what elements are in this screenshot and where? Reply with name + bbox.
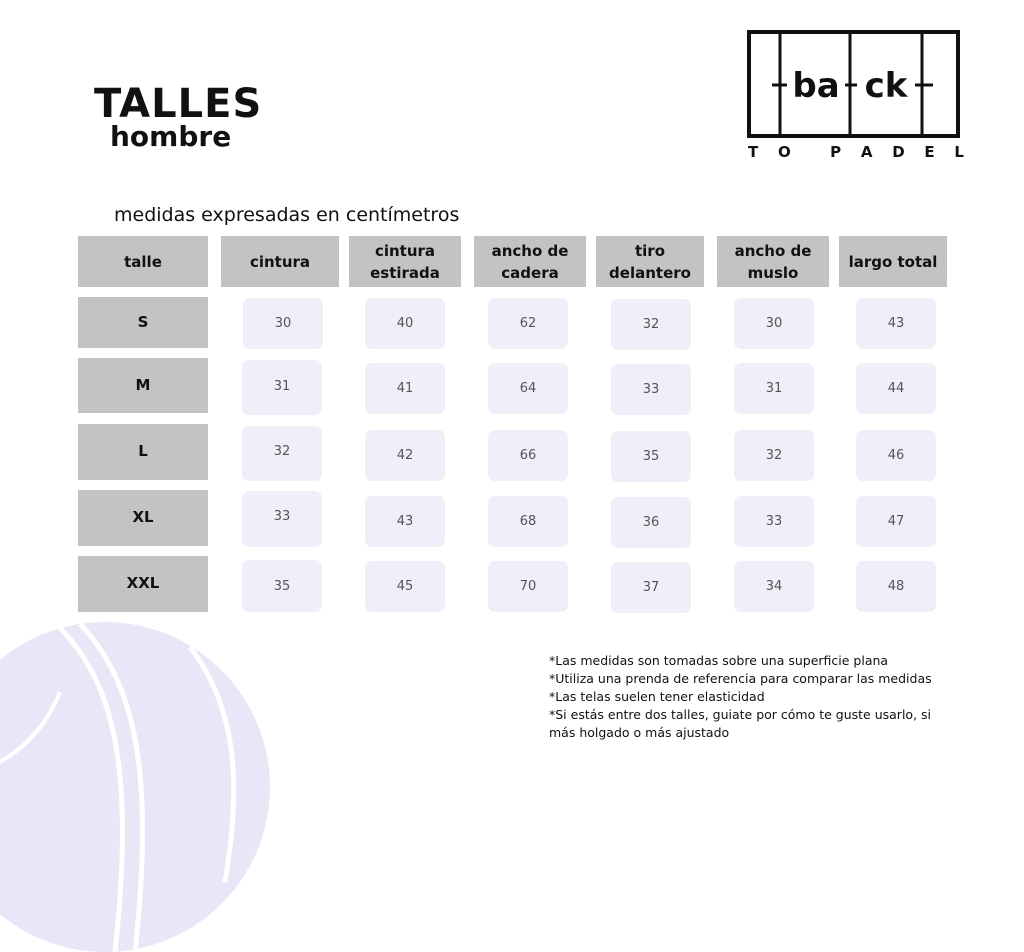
cell-l-cintura-estirada: 42 <box>365 430 445 481</box>
notes-list <box>549 652 949 742</box>
cell-xxl-largo-total: 48 <box>856 561 936 612</box>
logo-tag-letter: T <box>748 143 759 161</box>
logo-tag-letter: E <box>924 143 935 161</box>
note-item: *Si estás entre dos talles, guiate por cómo te guste usarlo, si más holgado o más ajustado <box>549 707 932 740</box>
cell-m-cintura: 31 <box>242 360 322 415</box>
cell-xl-largo-total: 47 <box>856 496 936 547</box>
header-ancho-muslo: ancho de muslo <box>717 236 829 287</box>
header-cintura-estirada: cintura estirada <box>349 236 461 287</box>
cell-xxl-ancho-muslo: 34 <box>734 561 814 612</box>
cell-m-ancho-cadera: 64 <box>488 363 568 414</box>
cell-xxl-ancho-cadera: 70 <box>488 561 568 612</box>
padel-ball-icon <box>0 622 270 952</box>
page-title: TALLES <box>94 81 263 127</box>
header-largo-total: largo total <box>839 236 947 287</box>
cell-m-tiro-delantero: 33 <box>611 364 691 415</box>
logo-tag-letter: P <box>830 143 842 161</box>
cell-xl-ancho-muslo: 33 <box>734 496 814 547</box>
page-subtitle: hombre <box>110 120 232 153</box>
header-talle: talle <box>78 236 208 287</box>
cell-xl-cintura-estirada: 43 <box>365 496 445 547</box>
logo-text-ba: ba <box>792 66 840 106</box>
size-label-xxl: XXL <box>78 556 208 612</box>
cell-l-tiro-delantero: 35 <box>611 431 691 482</box>
cell-xl-ancho-cadera: 68 <box>488 496 568 547</box>
header-cintura: cintura <box>221 236 339 287</box>
cell-s-tiro-delantero: 32 <box>611 299 691 350</box>
cell-xxl-cintura-estirada: 45 <box>365 561 445 612</box>
note-item: *Las telas suelen tener elasticidad <box>549 689 765 704</box>
header-ancho-cadera: ancho de cadera <box>474 236 586 287</box>
brand-logo <box>747 30 960 138</box>
cell-xxl-cintura: 35 <box>242 560 322 612</box>
size-label-xl: XL <box>78 490 208 546</box>
cell-s-largo-total: 43 <box>856 298 936 349</box>
size-label-s: S <box>78 297 208 348</box>
cell-l-cintura: 32 <box>242 426 322 481</box>
cell-m-cintura-estirada: 41 <box>365 363 445 414</box>
units-note: medidas expresadas en centímetros <box>114 204 460 226</box>
note-item: *Las medidas son tomadas sobre una superficie plana <box>549 653 889 668</box>
header-tiro-delantero: tiro delantero <box>596 236 704 287</box>
cell-xl-tiro-delantero: 36 <box>611 497 691 548</box>
cell-s-cintura: 30 <box>243 298 323 349</box>
size-label-l: L <box>78 424 208 480</box>
logo-tag-letter: L <box>954 143 964 161</box>
cell-m-largo-total: 44 <box>856 363 936 414</box>
logo-text-ck: ck <box>864 66 908 106</box>
cell-l-largo-total: 46 <box>856 430 936 481</box>
cell-xxl-tiro-delantero: 37 <box>611 562 691 613</box>
cell-l-ancho-muslo: 32 <box>734 430 814 481</box>
logo-tag-letter: O <box>777 143 791 161</box>
cell-m-ancho-muslo: 31 <box>734 363 814 414</box>
logo-tag-letter: A <box>860 143 873 161</box>
note-item: *Utiliza una prenda de referencia para comparar las medidas <box>549 671 932 686</box>
cell-xl-cintura: 33 <box>242 491 322 547</box>
cell-s-cintura-estirada: 40 <box>365 298 445 349</box>
logo-tag-letter: D <box>892 143 905 161</box>
cell-l-ancho-cadera: 66 <box>488 430 568 481</box>
logo-tagline <box>748 143 964 161</box>
size-label-m: M <box>78 358 208 413</box>
cell-s-ancho-cadera: 62 <box>488 298 568 349</box>
cell-s-ancho-muslo: 30 <box>734 298 814 349</box>
